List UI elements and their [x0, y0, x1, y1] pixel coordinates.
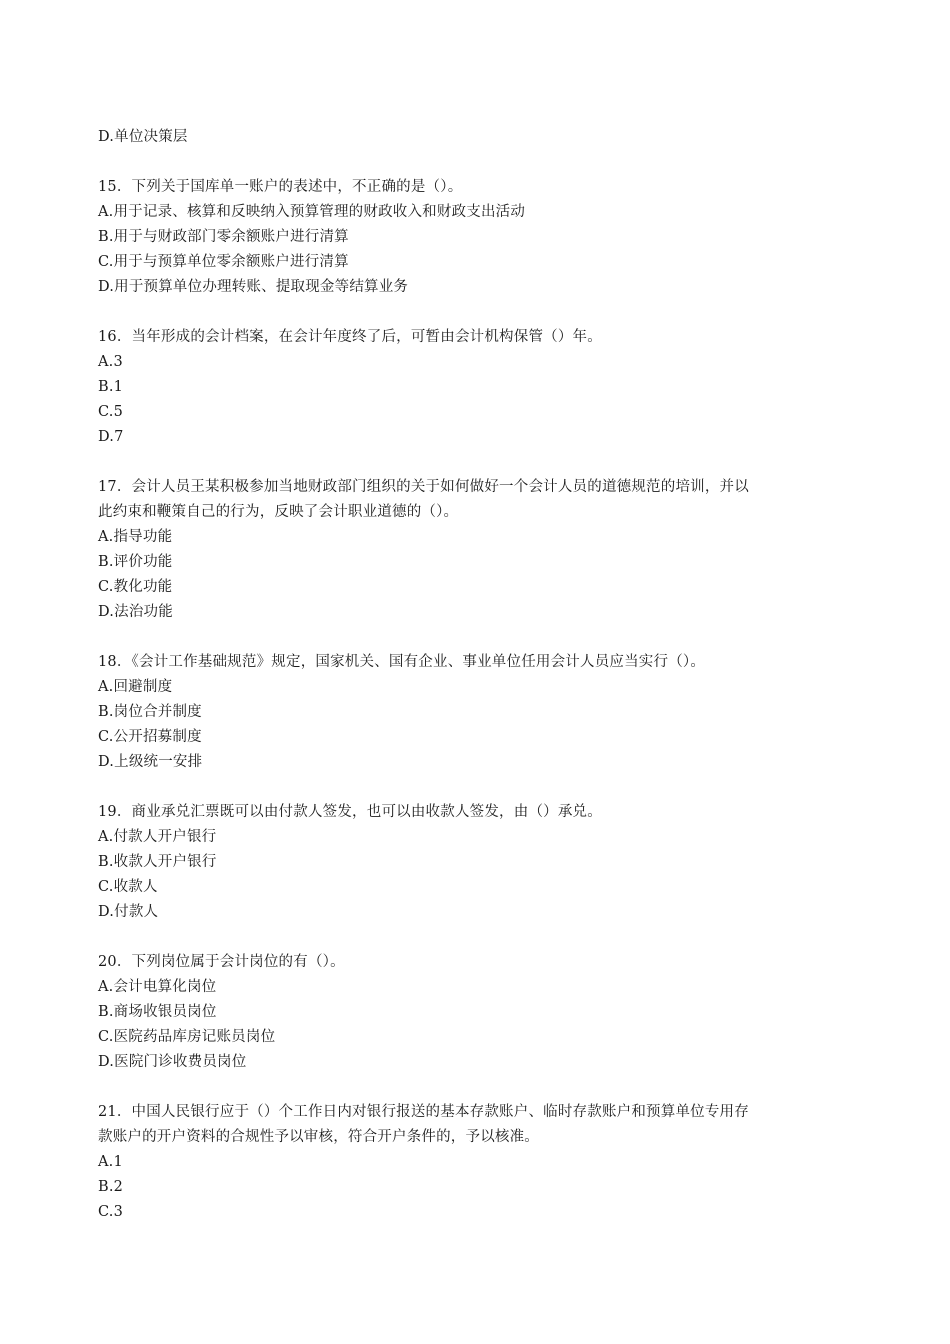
question-stem: 20．下列岗位属于会计岗位的有（）。	[98, 954, 345, 970]
option-a: A.3	[98, 354, 123, 370]
option-a: A.用于记录、核算和反映纳入预算管理的财政收入和财政支出活动	[98, 204, 526, 220]
option-d: D.7	[98, 429, 124, 445]
spacer	[98, 625, 858, 650]
question-15	[98, 175, 858, 300]
question-stem: 16．当年形成的会计档案，在会计年度终了后，可暂由会计机构保管（）年。	[98, 329, 602, 345]
option-b: B.商场收银员岗位	[98, 1004, 217, 1020]
option-b: B.评价功能	[98, 554, 173, 570]
question-19	[98, 800, 858, 925]
question-21	[98, 1100, 858, 1225]
question-17	[98, 475, 858, 625]
option-b: B.收款人开户银行	[98, 854, 217, 870]
question-stem-line-1: 17．会计人员王某积极参加当地财政部门组织的关于如何做好一个会计人员的道德规范的培训，并以	[98, 479, 749, 495]
option-b: B.2	[98, 1179, 124, 1195]
spacer	[98, 1075, 858, 1100]
question-stem: 19．商业承兑汇票既可以由付款人签发，也可以由收款人签发，由（）承兑。	[98, 804, 602, 820]
option-c: C.公开招募制度	[98, 729, 202, 745]
option-c: C.5	[98, 404, 124, 420]
option-a: A.指导功能	[98, 529, 173, 545]
question-stem: 15．下列关于国库单一账户的表述中，不正确的是（）。	[98, 179, 463, 195]
option-d: D.用于预算单位办理转账、提取现金等结算业务	[98, 279, 409, 295]
question-stem-line-2: 款账户的开户资料的合规性予以审核，符合开户条件的，予以核准。	[98, 1129, 539, 1145]
option-d-q14: D.单位决策层	[98, 129, 188, 145]
option-a: A.回避制度	[98, 679, 173, 695]
question-stem-line-2: 此约束和鞭策自己的行为，反映了会计职业道德的（）。	[98, 504, 459, 520]
document-page	[98, 125, 858, 1225]
question-stem-line-1: 21．中国人民银行应于（）个工作日内对银行报送的基本存款账户、临时存款账户和预算单位专用存	[98, 1104, 749, 1120]
question-stem: 18．《会计工作基础规范》规定，国家机关、国有企业、事业单位任用会计人员应当实行（）。	[98, 654, 706, 670]
question-18	[98, 650, 858, 775]
option-b: B.用于与财政部门零余额账户进行清算	[98, 229, 349, 245]
option-c: C.收款人	[98, 879, 158, 895]
option-c: C.3	[98, 1204, 124, 1220]
question-16	[98, 325, 858, 450]
spacer	[98, 925, 858, 950]
option-d: D.付款人	[98, 904, 159, 920]
spacer	[98, 150, 858, 175]
option-b: B.岗位合并制度	[98, 704, 202, 720]
question-20	[98, 950, 858, 1075]
option-b: B.1	[98, 379, 124, 395]
option-d: D.上级统一安排	[98, 754, 203, 770]
spacer	[98, 300, 858, 325]
spacer	[98, 450, 858, 475]
option-d: D.医院门诊收费员岗位	[98, 1054, 247, 1070]
spacer	[98, 775, 858, 800]
option-c: C.医院药品库房记账员岗位	[98, 1029, 276, 1045]
option-a: A.付款人开户银行	[98, 829, 217, 845]
option-c: C.教化功能	[98, 579, 173, 595]
option-c: C.用于与预算单位零余额账户进行清算	[98, 254, 349, 270]
option-a: A.1	[98, 1154, 123, 1170]
option-d: D.法治功能	[98, 604, 173, 620]
option-a: A.会计电算化岗位	[98, 979, 217, 995]
